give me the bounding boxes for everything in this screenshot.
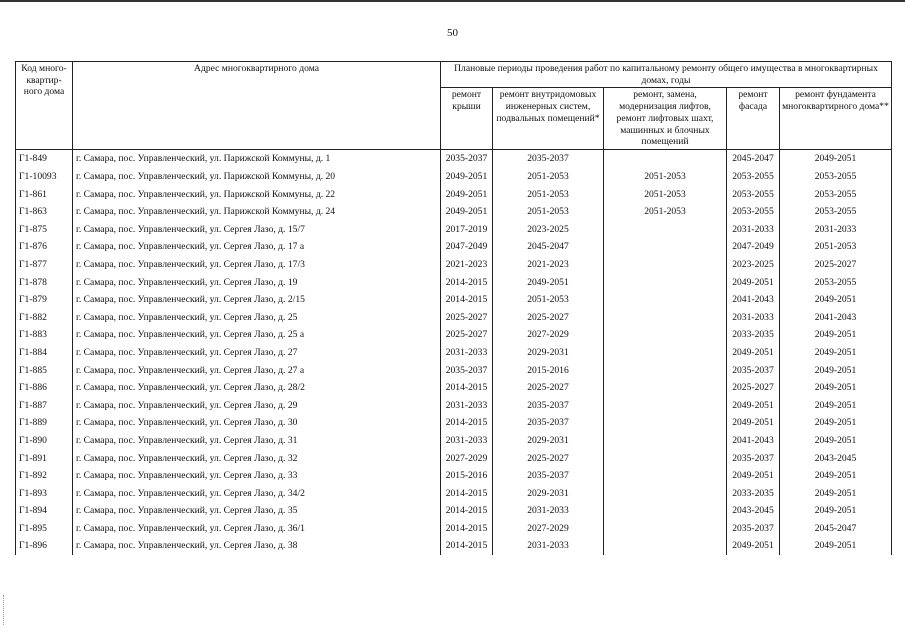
cell-foundation: 2053-2055 xyxy=(780,203,892,221)
cell-engineering: 2035-2037 xyxy=(493,414,604,432)
cell-engineering: 2027-2029 xyxy=(493,326,604,344)
cell-roof: 2031-2033 xyxy=(441,397,493,415)
cell-foundation: 2053-2055 xyxy=(780,186,892,204)
cell-elevators xyxy=(604,256,727,274)
cell-engineering: 2035-2037 xyxy=(493,397,604,415)
table-row xyxy=(16,362,892,380)
cell-facade: 2033-2035 xyxy=(727,485,780,503)
cell-elevators xyxy=(604,221,727,239)
header-code: Код много-квартир-ного дома xyxy=(16,62,73,150)
cell-engineering: 2023-2025 xyxy=(493,221,604,239)
cell-facade: 2053-2055 xyxy=(727,168,780,186)
cell-roof: 2014-2015 xyxy=(441,414,493,432)
cell-engineering: 2035-2037 xyxy=(493,467,604,485)
table-row xyxy=(16,274,892,292)
cell-foundation: 2025-2027 xyxy=(780,256,892,274)
cell-address: г. Самара, пос. Управленческий, ул. Сергея Лазо, д. 28/2 xyxy=(73,379,441,397)
cell-roof: 2021-2023 xyxy=(441,256,493,274)
cell-address: г. Самара, пос. Управленческий, ул. Сергея Лазо, д. 36/1 xyxy=(73,520,441,538)
cell-code: Г1-892 xyxy=(16,467,73,485)
page-number: 50 xyxy=(447,27,458,39)
cell-address: г. Самара, пос. Управленческий, ул. Сергея Лазо, д. 29 xyxy=(73,397,441,415)
cell-engineering: 2025-2027 xyxy=(493,450,604,468)
cell-foundation: 2049-2051 xyxy=(780,397,892,415)
header-foundation: ремонт фундамента многоквартирного дома** xyxy=(780,88,892,150)
cell-facade: 2049-2051 xyxy=(727,537,780,555)
cell-roof: 2014-2015 xyxy=(441,379,493,397)
header-facade: ремонт фасада xyxy=(727,88,780,150)
top-border-line xyxy=(0,0,905,2)
cell-code: Г1-886 xyxy=(16,379,73,397)
cell-foundation: 2043-2045 xyxy=(780,450,892,468)
cell-engineering: 2021-2023 xyxy=(493,256,604,274)
cell-elevators xyxy=(604,362,727,380)
cell-engineering: 2027-2029 xyxy=(493,520,604,538)
cell-code: Г1-895 xyxy=(16,520,73,538)
cell-code: Г1-849 xyxy=(16,150,73,168)
cell-code: Г1-891 xyxy=(16,450,73,468)
cell-elevators xyxy=(604,379,727,397)
cell-elevators xyxy=(604,344,727,362)
cell-code: Г1-877 xyxy=(16,256,73,274)
table-row xyxy=(16,379,892,397)
table-row xyxy=(16,502,892,520)
cell-foundation: 2031-2033 xyxy=(780,221,892,239)
cell-elevators xyxy=(604,502,727,520)
cell-engineering: 2025-2027 xyxy=(493,309,604,327)
table-row xyxy=(16,467,892,485)
cell-address: г. Самара, пос. Управленческий, ул. Сергея Лазо, д. 2/15 xyxy=(73,291,441,309)
cell-roof: 2049-2051 xyxy=(441,186,493,204)
cell-foundation: 2049-2051 xyxy=(780,432,892,450)
cell-elevators: 2051-2053 xyxy=(604,203,727,221)
cell-facade: 2049-2051 xyxy=(727,467,780,485)
header-periods: Плановые периоды проведения работ по капитальному ремонту общего имущества в многоквартирных домах, годы xyxy=(441,62,892,88)
cell-foundation: 2049-2051 xyxy=(780,414,892,432)
cell-engineering: 2029-2031 xyxy=(493,485,604,503)
header-engineering: ремонт внутридомовых инженерных систем, подвальных помещений* xyxy=(493,88,604,150)
cell-code: Г1-890 xyxy=(16,432,73,450)
cell-facade: 2047-2049 xyxy=(727,238,780,256)
cell-facade: 2033-2035 xyxy=(727,326,780,344)
table-row xyxy=(16,537,892,555)
cell-address: г. Самара, пос. Управленческий, ул. Сергея Лазо, д. 33 xyxy=(73,467,441,485)
header-roof: ремонт крыши xyxy=(441,88,493,150)
cell-foundation: 2041-2043 xyxy=(780,309,892,327)
cell-code: Г1-883 xyxy=(16,326,73,344)
cell-roof: 2017-2019 xyxy=(441,221,493,239)
cell-roof: 2014-2015 xyxy=(441,537,493,555)
cell-facade: 2049-2051 xyxy=(727,414,780,432)
table-row xyxy=(16,326,892,344)
cell-elevators xyxy=(604,467,727,485)
cell-foundation: 2049-2051 xyxy=(780,537,892,555)
table-row xyxy=(16,238,892,256)
cell-engineering: 2015-2016 xyxy=(493,362,604,380)
cell-roof: 2049-2051 xyxy=(441,203,493,221)
cell-engineering: 2051-2053 xyxy=(493,291,604,309)
cell-foundation: 2049-2051 xyxy=(780,150,892,168)
header-address: Адрес многоквартирного дома xyxy=(73,62,441,150)
cell-foundation: 2049-2051 xyxy=(780,467,892,485)
cell-engineering: 2051-2053 xyxy=(493,186,604,204)
cell-roof: 2049-2051 xyxy=(441,168,493,186)
cell-engineering: 2031-2033 xyxy=(493,537,604,555)
scan-artifact-marks xyxy=(3,595,7,625)
cell-code: Г1-894 xyxy=(16,502,73,520)
cell-facade: 2041-2043 xyxy=(727,291,780,309)
cell-address: г. Самара, пос. Управленческий, ул. Парижской Коммуны, д. 24 xyxy=(73,203,441,221)
cell-foundation: 2051-2053 xyxy=(780,238,892,256)
cell-engineering: 2051-2053 xyxy=(493,203,604,221)
cell-roof: 2035-2037 xyxy=(441,362,493,380)
cell-facade: 2023-2025 xyxy=(727,256,780,274)
cell-address: г. Самара, пос. Управленческий, ул. Сергея Лазо, д. 19 xyxy=(73,274,441,292)
cell-roof: 2014-2015 xyxy=(441,485,493,503)
cell-roof: 2025-2027 xyxy=(441,326,493,344)
cell-engineering: 2029-2031 xyxy=(493,344,604,362)
cell-address: г. Самара, пос. Управленческий, ул. Сергея Лазо, д. 31 xyxy=(73,432,441,450)
cell-elevators xyxy=(604,238,727,256)
cell-foundation: 2053-2055 xyxy=(780,274,892,292)
cell-facade: 2049-2051 xyxy=(727,274,780,292)
cell-engineering: 2049-2051 xyxy=(493,274,604,292)
cell-code: Г1-879 xyxy=(16,291,73,309)
cell-roof: 2014-2015 xyxy=(441,502,493,520)
table-row xyxy=(16,221,892,239)
cell-code: Г1-893 xyxy=(16,485,73,503)
cell-address: г. Самара, пос. Управленческий, ул. Сергея Лазо, д. 27 xyxy=(73,344,441,362)
cell-facade: 2031-2033 xyxy=(727,309,780,327)
table-row xyxy=(16,344,892,362)
cell-foundation: 2049-2051 xyxy=(780,485,892,503)
cell-address: г. Самара, пос. Управленческий, ул. Парижской Коммуны, д. 1 xyxy=(73,150,441,168)
cell-roof: 2014-2015 xyxy=(441,291,493,309)
cell-facade: 2049-2051 xyxy=(727,397,780,415)
cell-engineering: 2051-2053 xyxy=(493,168,604,186)
table-body xyxy=(16,150,892,555)
cell-elevators xyxy=(604,274,727,292)
cell-code: Г1-861 xyxy=(16,186,73,204)
cell-foundation: 2049-2051 xyxy=(780,344,892,362)
cell-code: Г1-887 xyxy=(16,397,73,415)
cell-address: г. Самара, пос. Управленческий, ул. Сергея Лазо, д. 27 а xyxy=(73,362,441,380)
table-row xyxy=(16,414,892,432)
cell-code: Г1-882 xyxy=(16,309,73,327)
cell-engineering: 2029-2031 xyxy=(493,432,604,450)
cell-elevators xyxy=(604,432,727,450)
table-row xyxy=(16,203,892,221)
cell-foundation: 2049-2051 xyxy=(780,379,892,397)
cell-facade: 2053-2055 xyxy=(727,203,780,221)
cell-engineering: 2035-2037 xyxy=(493,150,604,168)
cell-elevators xyxy=(604,450,727,468)
cell-address: г. Самара, пос. Управленческий, ул. Сергея Лазо, д. 35 xyxy=(73,502,441,520)
table-row xyxy=(16,309,892,327)
cell-elevators xyxy=(604,309,727,327)
cell-foundation: 2049-2051 xyxy=(780,326,892,344)
cell-code: Г1-889 xyxy=(16,414,73,432)
cell-roof: 2025-2027 xyxy=(441,309,493,327)
cell-code: Г1-875 xyxy=(16,221,73,239)
cell-elevators xyxy=(604,397,727,415)
cell-code: Г1-876 xyxy=(16,238,73,256)
cell-facade: 2035-2037 xyxy=(727,362,780,380)
cell-elevators xyxy=(604,326,727,344)
capital-repair-table xyxy=(15,61,892,555)
cell-roof: 2047-2049 xyxy=(441,238,493,256)
table-row xyxy=(16,291,892,309)
table-row xyxy=(16,520,892,538)
cell-address: г. Самара, пос. Управленческий, ул. Сергея Лазо, д. 17 а xyxy=(73,238,441,256)
cell-elevators: 2051-2053 xyxy=(604,168,727,186)
cell-engineering: 2025-2027 xyxy=(493,379,604,397)
cell-elevators: 2051-2053 xyxy=(604,186,727,204)
cell-foundation: 2053-2055 xyxy=(780,168,892,186)
cell-elevators xyxy=(604,485,727,503)
cell-elevators xyxy=(604,414,727,432)
cell-facade: 2045-2047 xyxy=(727,150,780,168)
cell-address: г. Самара, пос. Управленческий, ул. Сергея Лазо, д. 25 а xyxy=(73,326,441,344)
table-row xyxy=(16,450,892,468)
cell-address: г. Самара, пос. Управленческий, ул. Сергея Лазо, д. 17/3 xyxy=(73,256,441,274)
cell-facade: 2025-2027 xyxy=(727,379,780,397)
cell-facade: 2035-2037 xyxy=(727,520,780,538)
cell-foundation: 2049-2051 xyxy=(780,362,892,380)
cell-elevators xyxy=(604,537,727,555)
cell-roof: 2035-2037 xyxy=(441,150,493,168)
cell-facade: 2049-2051 xyxy=(727,344,780,362)
cell-elevators xyxy=(604,520,727,538)
cell-roof: 2031-2033 xyxy=(441,344,493,362)
cell-address: г. Самара, пос. Управленческий, ул. Парижской Коммуны, д. 20 xyxy=(73,168,441,186)
table-row xyxy=(16,256,892,274)
table-row xyxy=(16,186,892,204)
cell-address: г. Самара, пос. Управленческий, ул. Сергея Лазо, д. 15/7 xyxy=(73,221,441,239)
table-row xyxy=(16,397,892,415)
cell-facade: 2031-2033 xyxy=(727,221,780,239)
cell-code: Г1-10093 xyxy=(16,168,73,186)
cell-roof: 2014-2015 xyxy=(441,274,493,292)
table-row xyxy=(16,168,892,186)
cell-facade: 2053-2055 xyxy=(727,186,780,204)
table-row xyxy=(16,150,892,168)
cell-engineering: 2045-2047 xyxy=(493,238,604,256)
cell-address: г. Самара, пос. Управленческий, ул. Сергея Лазо, д. 30 xyxy=(73,414,441,432)
cell-code: Г1-896 xyxy=(16,537,73,555)
cell-facade: 2043-2045 xyxy=(727,502,780,520)
table-row xyxy=(16,432,892,450)
cell-foundation: 2049-2051 xyxy=(780,291,892,309)
cell-facade: 2035-2037 xyxy=(727,450,780,468)
cell-code: Г1-863 xyxy=(16,203,73,221)
cell-code: Г1-885 xyxy=(16,362,73,380)
cell-facade: 2041-2043 xyxy=(727,432,780,450)
cell-address: г. Самара, пос. Управленческий, ул. Парижской Коммуны, д. 22 xyxy=(73,186,441,204)
cell-elevators xyxy=(604,291,727,309)
cell-address: г. Самара, пос. Управленческий, ул. Сергея Лазо, д. 34/2 xyxy=(73,485,441,503)
header-elevators: ремонт, замена, модернизация лифтов, ремонт лифтовых шахт, машинных и блочных помещений xyxy=(604,88,727,150)
table-header xyxy=(16,62,892,150)
cell-engineering: 2031-2033 xyxy=(493,502,604,520)
cell-address: г. Самара, пос. Управленческий, ул. Сергея Лазо, д. 32 xyxy=(73,450,441,468)
cell-foundation: 2049-2051 xyxy=(780,502,892,520)
cell-roof: 2031-2033 xyxy=(441,432,493,450)
cell-roof: 2027-2029 xyxy=(441,450,493,468)
cell-elevators xyxy=(604,150,727,168)
cell-foundation: 2045-2047 xyxy=(780,520,892,538)
cell-address: г. Самара, пос. Управленческий, ул. Сергея Лазо, д. 38 xyxy=(73,537,441,555)
cell-code: Г1-878 xyxy=(16,274,73,292)
cell-code: Г1-884 xyxy=(16,344,73,362)
table-row xyxy=(16,485,892,503)
cell-roof: 2015-2016 xyxy=(441,467,493,485)
cell-roof: 2014-2015 xyxy=(441,520,493,538)
cell-address: г. Самара, пос. Управленческий, ул. Сергея Лазо, д. 25 xyxy=(73,309,441,327)
